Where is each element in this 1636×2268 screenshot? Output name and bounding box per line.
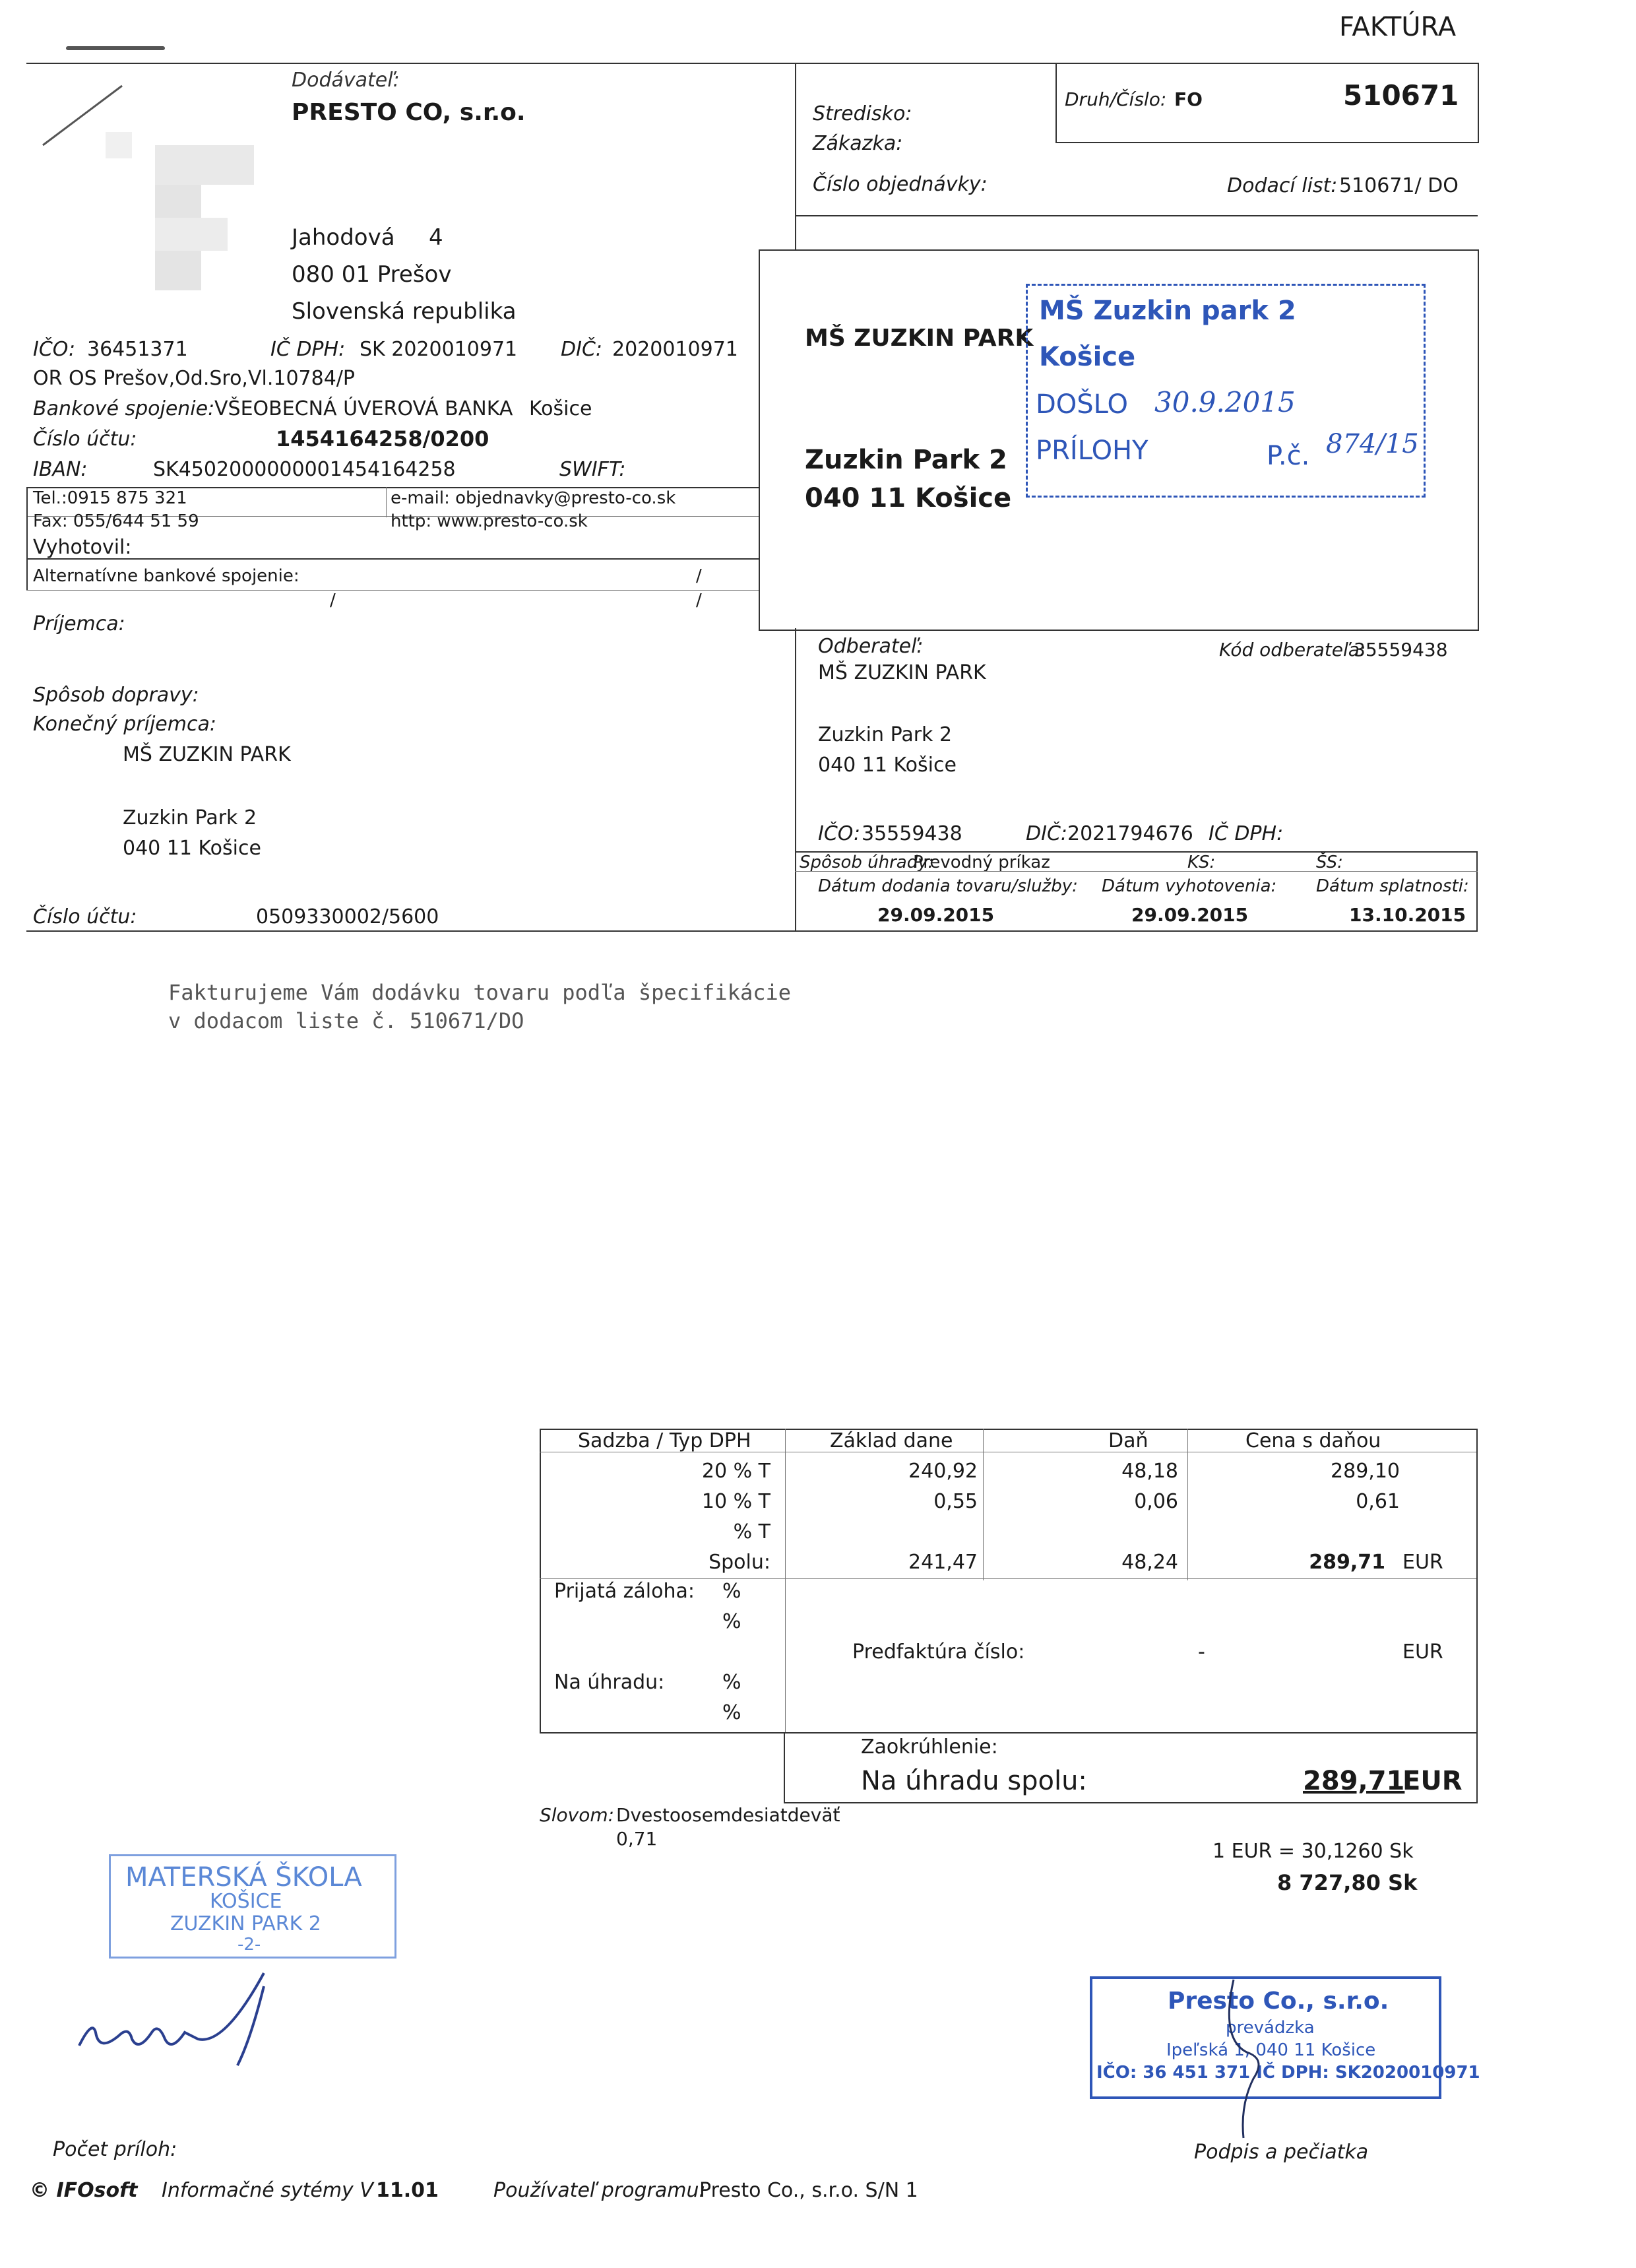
company-stamp-line3: Ipeľská 1, 040 11 Košice xyxy=(1166,2040,1376,2060)
vat-row2-base: 0,55 xyxy=(933,1490,978,1513)
alt-bank-slash-2: / xyxy=(330,591,336,610)
customer-city: 040 11 Košice xyxy=(818,754,957,777)
supplier-dic: 2020010971 xyxy=(612,338,738,361)
supplier-register: OR OS Prešov,Od.Sro,Vl.10784/P xyxy=(33,367,355,390)
company-logo xyxy=(36,79,254,290)
school-stamp-line2: KOŠICE xyxy=(210,1890,282,1913)
po-label: Číslo objednávky: xyxy=(813,173,988,196)
school-stamp-line3: ZUZKIN PARK 2 xyxy=(170,1912,321,1935)
recipient-label: Príjemca: xyxy=(33,612,125,635)
supplier-label: Dodávateľ: xyxy=(292,69,400,92)
supplier-icdph-label: IČ DPH: xyxy=(270,338,346,361)
supplier-ico-label: IČO: xyxy=(33,338,76,361)
footer-version: 11.01 xyxy=(376,2179,439,2202)
school-stamp-line4: -2- xyxy=(237,1935,261,1955)
customer-dic-label: DIČ: xyxy=(1026,822,1068,845)
customer-name: MŠ ZUZKIN PARK xyxy=(818,661,986,684)
vat-header-base: Základ dane xyxy=(830,1429,953,1452)
vat-row1-total: 289,10 xyxy=(1331,1460,1400,1483)
attachments-label: Počet príloh: xyxy=(53,2138,177,2161)
supplier-bank-label: Bankové spojenie: xyxy=(33,397,215,420)
grand-total-currency: EUR xyxy=(1402,1766,1463,1796)
vat-row2-total: 0,61 xyxy=(1356,1490,1400,1513)
transport-label: Spôsob dopravy: xyxy=(33,684,199,707)
type-label: Druh/Číslo: xyxy=(1065,88,1167,110)
final-recipient-city: 040 11 Košice xyxy=(123,837,261,860)
alt-bank-label: Alternatívne bankové spojenie: xyxy=(33,566,299,586)
supplier-city: 080 01 Prešov xyxy=(292,261,452,288)
grand-total-value: 289,71 xyxy=(1303,1766,1405,1796)
issued-by-label: Vyhotovil: xyxy=(33,536,132,559)
supplier-name: PRESTO CO, s.r.o. xyxy=(292,99,526,126)
center-label: Stredisko: xyxy=(813,102,912,125)
vat-sum-base: 241,47 xyxy=(908,1551,978,1574)
address-street: Zuzkin Park 2 xyxy=(805,445,1007,475)
ks-label: KS: xyxy=(1187,853,1216,872)
signature-right xyxy=(1207,1973,1286,2145)
order-label: Zákazka: xyxy=(813,132,903,155)
customer-code: 35559438 xyxy=(1354,639,1448,661)
advance-pct-1: % xyxy=(722,1580,741,1603)
recipient-account: 0509330002/5600 xyxy=(256,905,439,928)
conversion-sk: 8 727,80 Sk xyxy=(1277,1870,1418,1895)
delivery-date-label: Dátum dodania tovaru/služby: xyxy=(818,876,1078,896)
supplier-icdph: SK 2020010971 xyxy=(360,338,518,361)
invoice-number: 510671 xyxy=(1343,79,1459,112)
supplier-account-label: Číslo účtu: xyxy=(33,428,137,451)
customer-icdph-label: IČ DPH: xyxy=(1209,822,1284,845)
vat-sum-currency: EUR xyxy=(1402,1551,1443,1574)
recipient-account-label: Číslo účtu: xyxy=(33,905,137,928)
due-date: 13.10.2015 xyxy=(1349,904,1466,926)
address-name: MŠ ZUZKIN PARK xyxy=(805,325,1034,352)
received-stamp-ref-label: P.č. xyxy=(1267,441,1310,471)
words-label: Slovom: xyxy=(540,1804,615,1826)
vat-row1-base: 240,92 xyxy=(908,1460,978,1483)
signature-label: Podpis a pečiatka xyxy=(1194,2141,1369,2164)
supplier-street-number: 4 xyxy=(429,224,443,251)
supplier-ico: 36451371 xyxy=(87,338,188,361)
supplier-web: http: www.presto-co.sk xyxy=(391,511,588,531)
proforma-label: Predfaktúra číslo: xyxy=(852,1640,1025,1664)
customer-ico-label: IČO: xyxy=(818,822,861,845)
supplier-iban-label: IBAN: xyxy=(33,458,88,481)
payment-label: Spôsob úhrady: xyxy=(800,853,934,872)
school-stamp-line1: MATERSKÁ ŠKOLA xyxy=(125,1862,362,1893)
address-city: 040 11 Košice xyxy=(805,483,1012,513)
final-recipient-label: Konečný príjemca: xyxy=(33,713,216,736)
vat-sum-label: Spolu: xyxy=(708,1551,771,1574)
received-stamp-line3-label: DOŠLO xyxy=(1036,389,1129,420)
vat-row2-tax: 0,06 xyxy=(1134,1490,1178,1513)
vat-sum-total: 289,71 xyxy=(1309,1551,1385,1574)
body-text-line2: v dodacom liste č. 510671/DO xyxy=(168,1008,524,1033)
received-stamp-line2: Košice xyxy=(1039,342,1136,372)
delivery-date: 29.09.2015 xyxy=(877,904,995,926)
proforma-value: - xyxy=(1198,1640,1205,1664)
customer-street: Zuzkin Park 2 xyxy=(818,723,953,746)
supplier-tel: Tel.:0915 875 321 xyxy=(33,488,187,508)
received-stamp-line4-label: PRÍLOHY xyxy=(1036,436,1148,466)
supplier-account: 1454164258/0200 xyxy=(276,426,489,451)
received-stamp-date: 30.9.2015 xyxy=(1154,386,1296,418)
supplier-bank: VŠEOBECNÁ ÚVEROVÁ BANKA xyxy=(214,397,513,420)
supplier-street: Jahodová xyxy=(292,224,395,251)
vat-row3-rate: % T xyxy=(733,1520,771,1543)
rounding-label: Zaokrúhlenie: xyxy=(861,1735,998,1759)
supplier-country: Slovenská republika xyxy=(292,298,517,325)
footer-user: Presto Co., s.r.o. S/N 1 xyxy=(699,2179,918,2202)
issue-date: 29.09.2015 xyxy=(1131,904,1249,926)
top-mark xyxy=(66,46,165,50)
conversion-rate: 1 EUR = 30,1260 Sk xyxy=(1212,1840,1414,1863)
vat-header-total: Cena s daňou xyxy=(1245,1429,1381,1452)
received-stamp-ref-number: 874/15 xyxy=(1326,429,1419,459)
company-stamp-line1: Presto Co., s.r.o. xyxy=(1168,1988,1389,2015)
customer-label: Odberateľ: xyxy=(818,635,924,658)
grand-total-label: Na úhradu spolu: xyxy=(861,1766,1087,1796)
vat-row1-rate: 20 % T xyxy=(701,1460,771,1483)
supplier-iban: SK4502000000001454164258 xyxy=(153,458,456,481)
footer-copyright: © IFOsoft xyxy=(30,2179,138,2202)
delivery-note: 510671/ DO xyxy=(1339,174,1459,197)
words-cents: 0,71 xyxy=(616,1828,658,1850)
signature-left xyxy=(66,1960,284,2072)
final-recipient-street: Zuzkin Park 2 xyxy=(123,806,257,829)
ss-label: ŠS: xyxy=(1316,853,1343,872)
customer-ico: 35559438 xyxy=(862,822,962,845)
company-stamp-line2: prevádzka xyxy=(1226,2018,1315,2038)
delivery-note-label: Dodací list: xyxy=(1227,174,1338,197)
body-text-line1: Fakturujeme Vám dodávku tovaru podľa špecifikácie xyxy=(168,980,792,1005)
customer-code-label: Kód odberateľa: xyxy=(1219,639,1366,661)
topay-pct-1: % xyxy=(722,1671,741,1694)
proforma-currency: EUR xyxy=(1402,1640,1443,1664)
footer-user-label: Používateľ programu: xyxy=(493,2179,706,2202)
supplier-dic-label: DIČ: xyxy=(561,338,603,361)
due-date-label: Dátum splatnosti: xyxy=(1316,876,1469,896)
vat-header-rate: Sadzba / Typ DPH xyxy=(578,1429,751,1452)
received-stamp-line1: MŠ Zuzkin park 2 xyxy=(1039,296,1296,326)
document-title: FAKTÚRA xyxy=(1339,12,1457,42)
advance-pct-2: % xyxy=(722,1610,741,1633)
vat-header-tax: Daň xyxy=(1108,1429,1148,1452)
supplier-swift-label: SWIFT: xyxy=(559,458,626,481)
words-value: Dvestoosemdesiatdeväť xyxy=(616,1804,840,1826)
vat-sum-tax: 48,24 xyxy=(1121,1551,1178,1574)
footer-system: Informačné sytémy V xyxy=(162,2179,373,2202)
supplier-email: e-mail: objednavky@presto-co.sk xyxy=(391,488,676,508)
payment-method: Prevodný príkaz xyxy=(913,853,1050,872)
company-stamp-line4: IČO: 36 451 371 IČ DPH: SK2020010971 xyxy=(1096,2063,1480,2083)
topay-label: Na úhradu: xyxy=(554,1671,665,1694)
issue-date-label: Dátum vyhotovenia: xyxy=(1102,876,1277,896)
vat-row2-rate: 10 % T xyxy=(701,1490,771,1513)
topay-pct-2: % xyxy=(722,1701,741,1724)
alt-bank-slash-3: / xyxy=(696,591,702,610)
final-recipient-name: MŠ ZUZKIN PARK xyxy=(123,743,291,766)
vat-row1-tax: 48,18 xyxy=(1121,1460,1178,1483)
supplier-fax: Fax: 055/644 51 59 xyxy=(33,511,199,531)
supplier-bank-city: Košice xyxy=(529,397,592,420)
advance-label: Prijatá záloha: xyxy=(554,1580,695,1603)
alt-bank-slash-1: / xyxy=(696,566,702,586)
customer-dic: 2021794676 xyxy=(1067,822,1193,845)
type-value: FO xyxy=(1174,88,1203,110)
